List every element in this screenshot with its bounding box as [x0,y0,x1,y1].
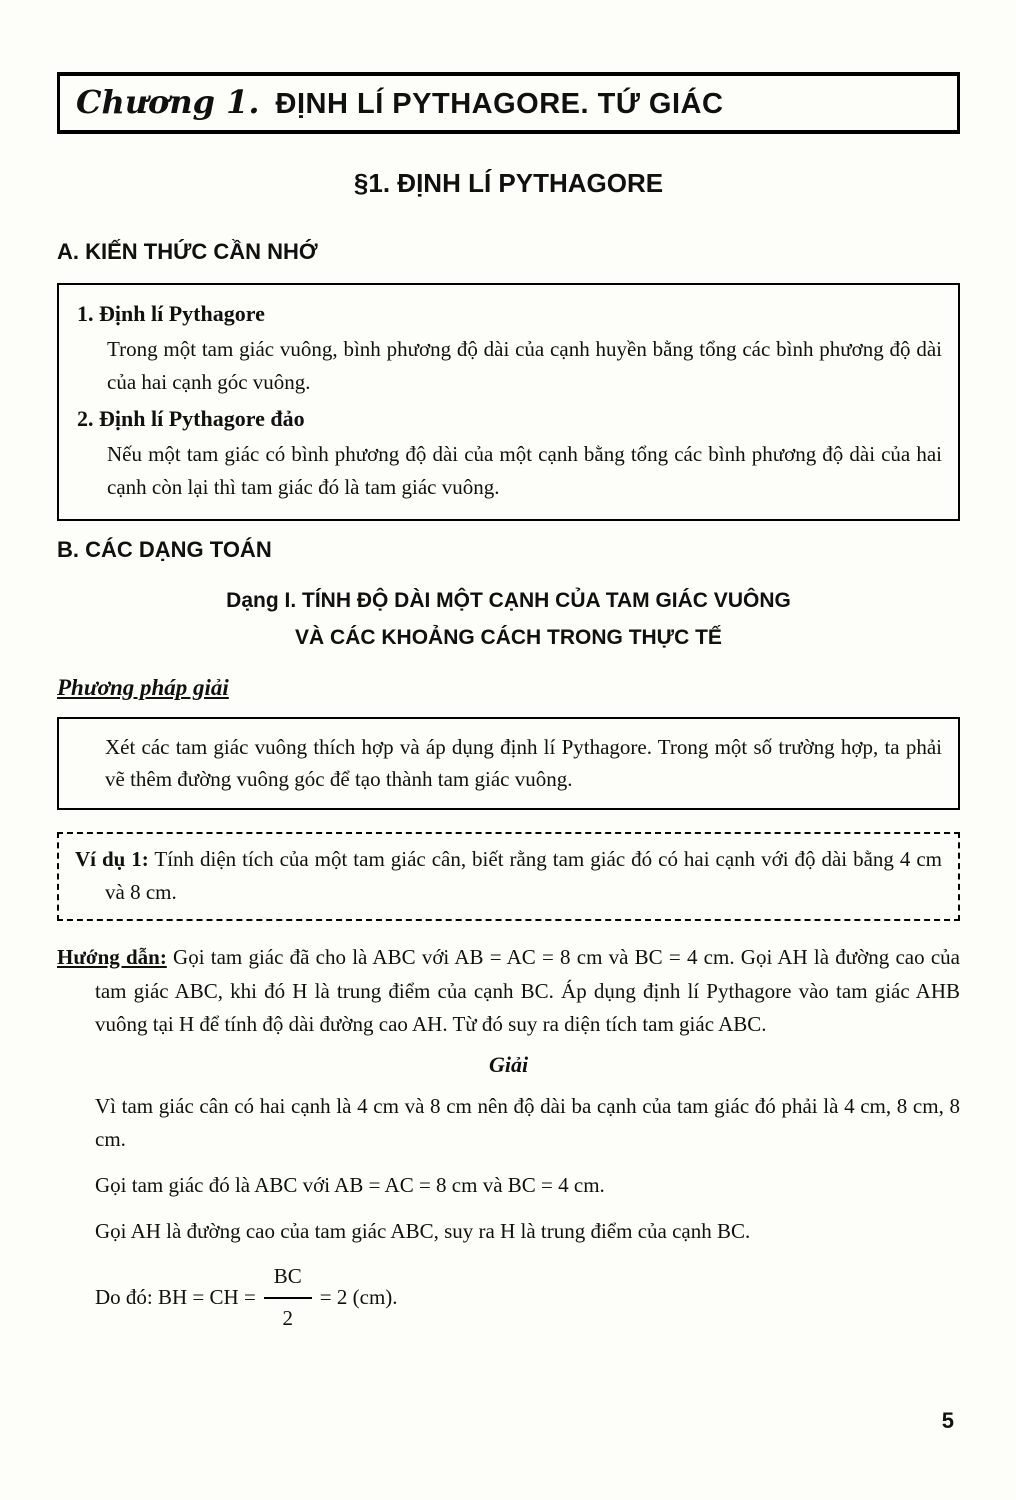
solution-paragraph-4 [95,1260,960,1335]
guide-paragraph [57,941,960,1042]
solution-paragraph-3: Gọi AH là đường cao của tam giác ABC, suy ra H là trung điểm của cạnh BC. [95,1218,751,1243]
page-number: 5 [941,1408,954,1433]
example-label: Ví dụ 1: [75,846,149,871]
section-title: §1. ĐỊNH LÍ PYTHAGORE [353,168,664,198]
problem-type-line-1: Dạng I. TÍNH ĐỘ DÀI MỘT CẠNH CỦA TAM GIÁC VUÔNG [226,589,791,613]
theorem-1-title: 1. Định lí Pythagore [77,301,265,326]
example-paragraph [75,843,942,908]
solution-block [57,1090,960,1336]
method-text: Xét các tam giác vuông thích hợp và áp dụng định lí Pythagore. Trong một số trường hợp, ta phải vẽ thêm đường vuông góc để tạo thành tam giác vuông. [105,734,942,792]
fraction-numerator: BC [264,1260,312,1299]
solution-paragraph-1: Vì tam giác cân có hai cạnh là 4 cm và 8 cm nên độ dài ba cạnh của tam giác đó phải là 4 cm, 8 cm, 8 cm. [95,1093,960,1152]
theorem-1-body: Trong một tam giác vuông, bình phương độ dài của cạnh huyền bằng tổng các bình phương độ dài của hai cạnh góc vuông. [107,337,942,394]
chapter-header [57,72,960,134]
method-heading: Phương pháp giải [57,674,229,700]
fraction [264,1260,312,1335]
part-b-heading: B. CÁC DẠNG TOÁN [57,537,272,563]
problem-type-heading [57,583,960,657]
part-a-heading: A. KIẾN THỨC CẦN NHỚ [57,239,318,264]
fraction-prefix: Do đó: BH = CH = [95,1285,256,1310]
chapter-title: ĐỊNH LÍ PYTHAGORE. TỨ GIÁC [275,88,724,120]
theorem-2-body: Nếu một tam giác có bình phương độ dài của một cạnh bằng tổng các bình phương độ dài của hai cạnh còn lại thì tam giác đó là tam giác vuông. [107,442,942,499]
problem-type-line-2: VÀ CÁC KHOẢNG CÁCH TRONG THỰC TẾ [295,626,722,650]
solution-paragraph-2: Gọi tam giác đó là ABC với AB = AC = 8 cm và BC = 4 cm. [95,1173,605,1198]
theory-box [57,283,960,521]
theorem-2-title: 2. Định lí Pythagore đảo [77,406,305,432]
guide-label: Hướng dẫn: [57,945,167,970]
example-box [57,832,960,921]
fraction-denominator: 2 [282,1305,294,1330]
guide-text: Gọi tam giác đã cho là ABC với AB = AC = 8 cm và BC = 4 cm. Gọi AH là đường cao của tam giác ABC, khi đó H là trung điểm của cạnh BC. Áp dụng định lí Pythagore vào tam giác AHB vuông tại H để tính độ dài đường cao AH. Từ đó suy ra diện tích tam giác ABC. [95,945,960,1037]
example-text: Tính diện tích của một tam giác cân, biết rằng tam giác đó có hai cạnh với độ dài bằng 4 cm và 8 cm. [105,846,943,904]
chapter-number: Chương 1. [76,83,260,121]
solution-heading: Giải [488,1051,529,1077]
fraction-suffix: = 2 (cm). [319,1285,398,1310]
method-box [57,717,960,810]
